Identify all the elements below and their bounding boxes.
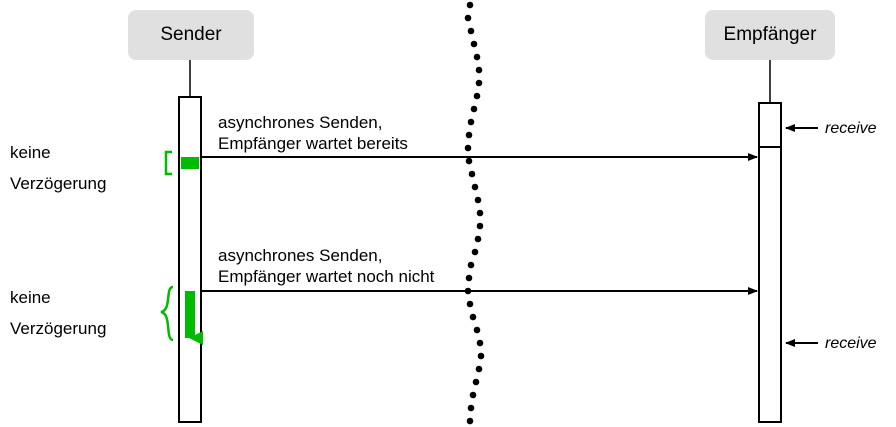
delay-annotation-1-line2: Verzögerung (10, 174, 107, 193)
activation-bar-receiver-small (759, 103, 781, 147)
receive-annotation-2: receive (825, 335, 877, 352)
activation-bar-receiver-long (759, 147, 781, 422)
delay-bracket-2 (161, 287, 173, 340)
message-label-2-line2: Empfänger wartet noch nicht (218, 267, 435, 286)
message-label-1-line2: Empfänger wartet bereits (218, 134, 408, 153)
delay-annotation-2-line2: Verzögerung (10, 319, 107, 338)
message-label-2-line1: asynchrones Senden, (218, 246, 383, 265)
delay-annotation-2-line1: keine (10, 288, 51, 307)
message-label-1-line1: asynchrones Senden, (218, 113, 383, 132)
dotted-break-line (465, 2, 485, 425)
delay-highlight-bar-1 (181, 157, 199, 169)
delay-annotation-1-line1: keine (10, 143, 51, 162)
activation-bar-sender (179, 97, 201, 422)
lifeline-label-sender: Sender (160, 24, 222, 45)
lifeline-label-receiver: Empfänger (723, 24, 817, 45)
delay-bracket-1 (166, 152, 172, 174)
receive-annotation-1: receive (825, 120, 877, 137)
